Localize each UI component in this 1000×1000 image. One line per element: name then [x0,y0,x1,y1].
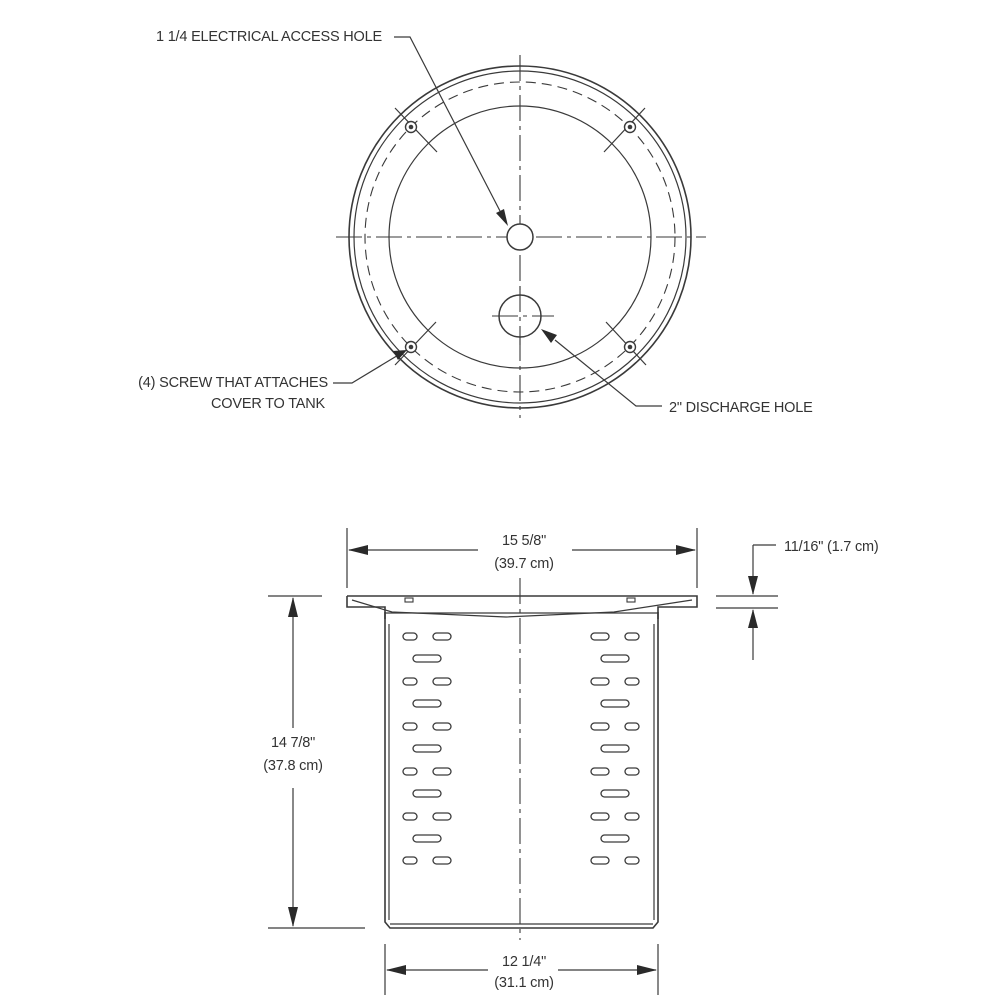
height-imperial: 14 7/8" [270,735,316,751]
dimension-flange-thickness [716,545,778,660]
discharge-hole-leader [541,329,662,406]
top-view [333,37,706,418]
slots-left [403,633,451,864]
top-width-imperial: 15 5/8" [501,533,547,549]
slots-right [591,633,639,864]
screw-top-right [625,122,636,133]
side-view [268,528,778,995]
flange-thickness-label: 11/16" (1.7 cm) [784,539,879,555]
bottom-width-metric: (31.1 cm) [494,975,554,991]
top-width-metric: (39.7 cm) [494,556,554,572]
discharge-hole-label: 2" DISCHARGE HOLE [669,400,813,416]
height-metric: (37.8 cm) [263,758,323,774]
screw-top-left [406,122,417,133]
screw-bottom-right [625,342,636,353]
screw-label-line1: (4) SCREW THAT ATTACHES [138,375,328,391]
electrical-access-hole-label: 1 1/4 ELECTRICAL ACCESS HOLE [156,29,382,45]
electrical-access-hole [507,224,533,250]
screw-bottom-left [406,342,417,353]
discharge-hole [492,286,554,345]
screw-label-line2: COVER TO TANK [211,396,325,412]
bottom-width-imperial: 12 1/4" [501,954,547,970]
cover-flange [347,596,697,619]
screw-leader [333,350,407,383]
